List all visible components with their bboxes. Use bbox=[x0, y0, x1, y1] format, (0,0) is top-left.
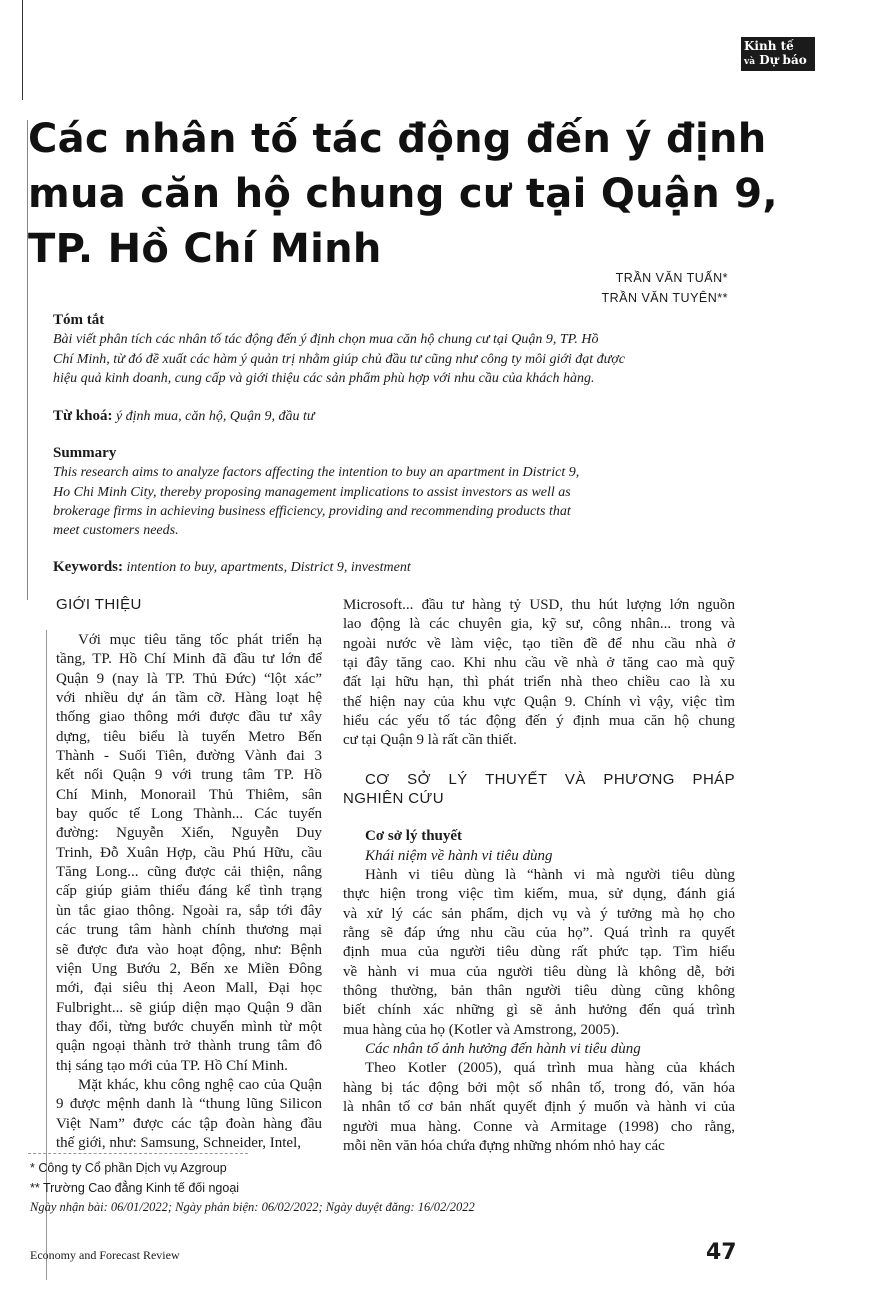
section-heading-theory-cont: NGHIÊN CỨU bbox=[343, 790, 444, 808]
text-line: rằng sẽ đáp ứng nhu cầu của họ”. Quá trình ra quyết bbox=[343, 925, 735, 942]
text-line: cư tại Quận 9 là rất cần thiết. bbox=[343, 732, 517, 749]
section-heading-theory: CƠ SỞ LÝ THUYẾT VÀ PHƯƠNG PHÁP bbox=[365, 770, 735, 788]
keywords-label: Keywords: bbox=[53, 559, 123, 576]
text-line: mỗi nền văn hóa chứa đựng những nhóm nhỏ hay các bbox=[343, 1137, 665, 1154]
title-line: TP. Hồ Chí Minh bbox=[28, 226, 382, 272]
text-line: thực hiện trong việc tìm kiếm, mua, sử dụng, đánh giá bbox=[343, 886, 735, 903]
text-line: đường: Nguyễn Xiển, Nguyễn Duy bbox=[56, 825, 322, 842]
text-line: Quận 9 (nay là TP. Thủ Đức) “lột xác” bbox=[56, 670, 322, 687]
logo-small: và bbox=[744, 57, 756, 67]
subsection-heading: Cơ sở lý thuyết bbox=[365, 828, 463, 845]
page-number: 47 bbox=[706, 1240, 737, 1265]
footnote-rule bbox=[28, 1153, 248, 1154]
right-column-text bbox=[343, 596, 735, 1156]
author: TRẦN VĂN TUYÊN** bbox=[601, 291, 728, 305]
text-line: thị sáng tạo mới của TP. Hồ Chí Minh. bbox=[56, 1057, 288, 1074]
scan-margin-mark bbox=[22, 0, 23, 100]
text-line: mua hàng của họ (Kotler và Amstrong, 2005). bbox=[343, 1021, 620, 1038]
submission-dates: Ngày nhận bài: 06/01/2022; Ngày phản biện: 06/02/2022; Ngày duyệt đăng: 16/02/2022 bbox=[30, 1200, 475, 1214]
text-line: tại đây tăng cao. Khi nhu cầu về nhà ở tăng cao mà quỹ bbox=[343, 655, 735, 672]
text-line: định mua của người tiêu dùng rất phức tạp. Tìm hiểu bbox=[343, 944, 735, 961]
text-line: Thành - Suối Tiên, đường Vành đai 3 bbox=[56, 748, 322, 765]
text-line: hiểu các yếu tố tác động đến ý định mua căn hộ chung bbox=[343, 713, 735, 730]
text-line: biết chính xác những gì sẽ ảnh hưởng đến quá trình bbox=[343, 1002, 735, 1019]
abstract-vi bbox=[53, 311, 713, 426]
summary-line: meet customers needs. bbox=[53, 523, 179, 539]
logo-line1: Kinh tế bbox=[744, 39, 794, 53]
abstract-line: hiệu quả kinh doanh, cung cấp và giới thiệu các sản phẩm phù hợp với nhu cầu của khách hàng. bbox=[53, 370, 595, 386]
text-line: cấp giúp giảm thiểu đáng kể tình trạng bbox=[56, 883, 322, 900]
text-line: kết nối Quận 9 với trung tâm TP. Hồ bbox=[56, 767, 322, 784]
text-line: thế hiện nay của khu vực Quận 9. Chính vì vậy, việc tìm bbox=[343, 693, 735, 710]
text-line: hàng bị tác động bởi một số nhân tố, trong đó, văn hóa bbox=[343, 1079, 735, 1096]
journal-logo bbox=[741, 37, 815, 71]
summary-line: brokerage firms in achieving business efficiency, providing and recommending products that bbox=[53, 503, 571, 519]
keywords-en bbox=[53, 558, 713, 577]
text-line: các trung tâm hành chính thương mại bbox=[56, 922, 322, 939]
section-heading-intro: GIỚI THIỆU bbox=[56, 596, 142, 613]
text-line: thay đổi, từng bước chuyển mình từ một bbox=[56, 1018, 322, 1035]
text-line: sẽ được đưa vào hoạt động, như: Bệnh bbox=[56, 941, 322, 958]
keywords-text: intention to buy, apartments, District 9, investment bbox=[126, 560, 411, 576]
article-title bbox=[28, 112, 778, 277]
footer-journal-name: Economy and Forecast Review bbox=[30, 1248, 180, 1262]
abstract-line: Chí Minh, từ đó đề xuất các hàm ý quản trị nhằm giúp chủ đầu tư cũng như công ty môi giới đạt được bbox=[53, 351, 625, 367]
text-line: Chí Minh, Monorail Thủ Thiêm, sân bbox=[56, 786, 322, 803]
logo-text: Dự báo bbox=[759, 53, 807, 67]
text-line: với nhiều dự án tầm cỡ. Hàng loạt hệ bbox=[56, 690, 322, 707]
abstract-heading: Tóm tắt bbox=[53, 312, 105, 328]
summary-heading: Summary bbox=[53, 445, 117, 461]
text-line: Tăng Long... cũng được cải thiện, nâng bbox=[56, 864, 322, 881]
text-line: bay quốc tế Long Thành... Các tuyến bbox=[56, 806, 322, 823]
text-line: Mặt khác, khu công nghệ cao của Quận bbox=[78, 1076, 322, 1093]
subsubsection-heading: Khái niệm về hành vi tiêu dùng bbox=[365, 847, 553, 864]
text-line: ngoài nước về làm việc, tạo tiền đề để nhu cầu nhà ở bbox=[343, 635, 735, 652]
text-line: người mua hàng. Conne và Armitage (1998) cho rằng, bbox=[343, 1118, 735, 1135]
subsubsection-heading: Các nhân tố ảnh hưởng đến hành vi tiêu dùng bbox=[365, 1041, 641, 1058]
text-line: thống giao thông mới được đầu tư xây bbox=[56, 709, 322, 726]
keywords-label: Từ khoá: bbox=[53, 408, 113, 425]
text-line: quận ngoại thành trở thành trung tâm đô bbox=[56, 1038, 322, 1055]
text-line: Hành vi tiêu dùng là “hành vi mà người tiêu dùng bbox=[365, 867, 735, 884]
keywords-vi bbox=[53, 407, 713, 426]
text-line: tầng, TP. Hồ Chí Minh đã đầu tư lớn để bbox=[56, 651, 322, 668]
logo-line2 bbox=[744, 53, 812, 69]
text-line: thế giới, như: Samsung, Schneider, Intel, bbox=[56, 1134, 302, 1151]
keywords-text: ý định mua, căn hộ, Quận 9, đầu tư bbox=[115, 409, 315, 425]
text-line: Việt Nam” được các tập đoàn hàng đầu bbox=[56, 1115, 322, 1132]
text-line: dựng, tiêu biểu là tuyến Metro Bến bbox=[56, 728, 322, 745]
footnote: * Công ty Cổ phần Dịch vụ Azgroup bbox=[30, 1161, 227, 1175]
text-line: và xử lý các sản phẩm, dịch vụ và ý tưởng mà họ cho bbox=[343, 905, 735, 922]
text-line: Fulbright... sẽ giúp diện mạo Quận 9 dần bbox=[56, 999, 322, 1016]
footnotes bbox=[30, 1159, 475, 1218]
text-line: là nhân tố cơ bản nhất quyết định ý muốn và hành vi của bbox=[343, 1099, 735, 1116]
text-line: mới, đại siêu thị Aeon Mall, Đại học bbox=[56, 980, 322, 997]
title-line: mua căn hộ chung cư tại Quận 9, bbox=[28, 171, 778, 217]
text-line: lao động là các chuyên gia, kỹ sư, công nhân... trong và bbox=[343, 616, 735, 633]
author: TRẦN VĂN TUẤN* bbox=[615, 271, 728, 285]
left-column-text bbox=[56, 631, 322, 1153]
summary-line: Ho Chi Minh City, thereby proposing management implications to assist investors as well as bbox=[53, 484, 571, 500]
text-line: Với mục tiêu tăng tốc phát triển hạ bbox=[78, 632, 322, 648]
text-line: 9 được mệnh danh là “thung lũng Silicon bbox=[56, 1096, 322, 1113]
text-line: về hành vi mua của người tiêu dùng là không dễ, bởi bbox=[343, 963, 735, 980]
footnote: ** Trường Cao đẳng Kinh tế đối ngoại bbox=[30, 1180, 240, 1195]
text-line: Theo Kotler (2005), quá trình mua hàng của khách bbox=[365, 1060, 735, 1077]
abstract-en bbox=[53, 444, 713, 578]
text-line: ùn tắc giao thông. Ngoài ra, sắp tới đây bbox=[56, 902, 322, 919]
title-line: Các nhân tố tác động đến ý định bbox=[28, 116, 767, 162]
text-line: viện Ung Bướu 2, Bến xe Miền Đông bbox=[56, 960, 322, 977]
authors bbox=[601, 268, 728, 308]
abstract-line: Bài viết phân tích các nhân tố tác động đến ý định chọn mua căn hộ chung cư tại Quận 9, TP. Hồ bbox=[53, 332, 599, 348]
text-line: Trinh, Đỗ Xuân Hợp, cầu Phú Hữu, cầu bbox=[56, 844, 322, 861]
text-line: thông thường, bản thân người tiêu dùng cũng không bbox=[343, 983, 735, 1000]
text-line: đất lại hữu hạn, thì phát triển nhà theo chiều cao là xu bbox=[343, 674, 735, 691]
text-line: Microsoft... đầu tư hàng tỷ USD, thu hút lượng lớn nguồn bbox=[343, 597, 735, 613]
summary-line: This research aims to analyze factors affecting the intention to buy an apartment in District 9, bbox=[53, 465, 580, 481]
